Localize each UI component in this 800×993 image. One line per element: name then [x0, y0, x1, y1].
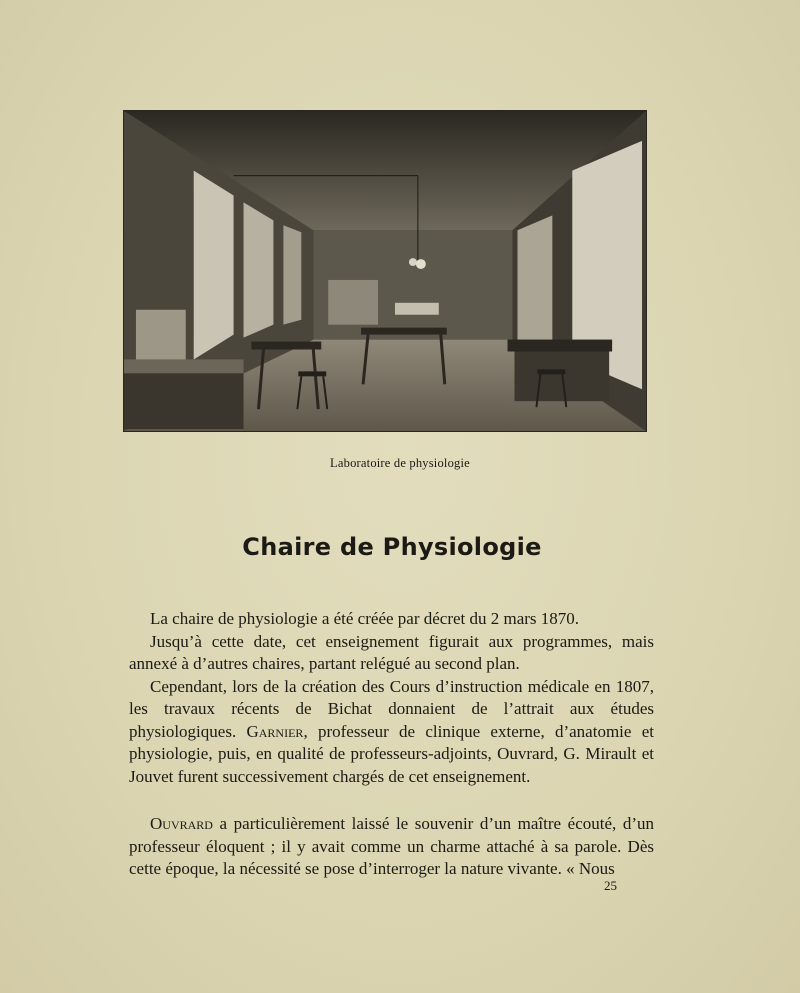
name-garnier: Garnier	[246, 721, 304, 741]
paragraph-3-rest: , professeur de clinique externe, d’anatomie et physiologie, puis, en qualité de professeurs-adjoints, Ouvrard, G. Mirault et Jouvet furent successivement chargés de cet enseignement.	[129, 721, 654, 786]
laboratory-photograph	[123, 110, 647, 432]
paragraph-3	[129, 676, 654, 789]
section-title: Chaire de Physiologie	[242, 533, 542, 561]
body-text-block-2	[129, 813, 654, 881]
paragraph-4-rest: a particulièrement laissé le souvenir d’un maître écouté, d’un professeur éloquent ; il y avait comme un charme attaché à sa parole. Dès cette époque, la nécessité se pose d’interroger la nature vivante. « Nous	[129, 814, 654, 878]
laboratory-photograph-drawing	[124, 111, 646, 431]
paragraph-1: La chaire de physiologie a été créée par décret du 2 mars 1870.	[150, 609, 580, 628]
paragraph-4	[129, 813, 654, 881]
body-text-block-1	[129, 608, 654, 788]
page-number: 25	[604, 878, 617, 893]
paragraph-3-intro: Cependant, lors de la création des Cours d’instruction médicale en 1807, les travaux récents de Bichat donnaient de l’attrait aux études physiologiques.	[129, 676, 654, 741]
name-ouvrard: Ouvrard	[150, 814, 213, 833]
figure-caption: Laboratoire de physiologie	[330, 456, 470, 470]
paragraph-2: Jusqu’à cette date, cet enseignement figurait aux programmes, mais annexé à d’autres chaires, partant relégué au second plan.	[129, 631, 654, 673]
